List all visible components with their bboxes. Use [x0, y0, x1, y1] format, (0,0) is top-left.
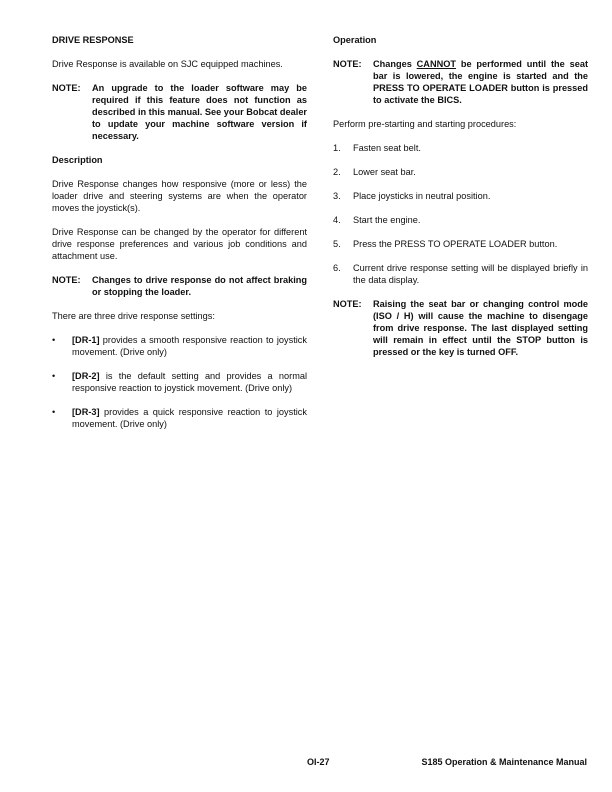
step-text: Current drive response setting will be displayed briefly in the data display.: [353, 263, 588, 285]
bullet-item: [52, 406, 307, 430]
setting-text: provides a quick responsive reaction to joystick movement. (Drive only): [72, 407, 307, 429]
left-column: [52, 34, 307, 442]
note-label: NOTE:: [52, 83, 81, 93]
settings-intro: There are three drive response settings:: [52, 311, 215, 321]
step-text: Fasten seat belt.: [353, 143, 421, 153]
manual-title: S185 Operation & Maintenance Manual: [421, 757, 587, 767]
description-heading: Description: [52, 155, 103, 165]
description-paragraph: Drive Response changes how responsive (more or less) the loader drive and steering systems are when the operator moves the joystick(s).: [52, 179, 307, 213]
note-emphasis: CANNOT: [416, 59, 456, 69]
step-text: Place joysticks in neutral position.: [353, 191, 491, 201]
note-label: NOTE:: [333, 59, 362, 69]
right-column: [333, 34, 588, 370]
note-text: be performed until the seat bar is lowered, the engine is started and the PRESS TO OPERATE LOADER button is pressed to activate the BICS.: [373, 59, 588, 105]
step-text: Start the engine.: [353, 215, 421, 225]
operation-heading: Operation: [333, 35, 377, 45]
setting-code: [DR-2]: [72, 371, 100, 381]
note-text: Changes: [373, 59, 417, 69]
step-number: 2.: [333, 167, 341, 177]
description-paragraph: Drive Response can be changed by the operator for different drive response preferences and various job conditions and attachment use.: [52, 227, 307, 261]
setting-code: [DR-1]: [72, 335, 100, 345]
section-title: DRIVE RESPONSE: [52, 35, 134, 45]
note-cannot-change: [333, 58, 588, 106]
step-item: [333, 214, 588, 226]
step-text: Lower seat bar.: [353, 167, 416, 177]
note-label: NOTE:: [52, 275, 81, 285]
note-software-upgrade: [52, 82, 307, 142]
procedure-intro: Perform pre-starting and starting procedures:: [333, 119, 517, 129]
step-number: 6.: [333, 263, 341, 273]
step-number: 1.: [333, 143, 341, 153]
step-text: Press the PRESS TO OPERATE LOADER button.: [353, 239, 558, 249]
setting-code: [DR-3]: [72, 407, 100, 417]
bullet-item: [52, 370, 307, 394]
setting-text: is the default setting and provides a normal responsive reaction to joystick movement. (Drive only): [72, 371, 307, 393]
step-item: [333, 238, 588, 250]
setting-text: provides a smooth responsive reaction to joystick movement. (Drive only): [72, 335, 307, 357]
step-item: [333, 262, 588, 286]
step-number: 4.: [333, 215, 341, 225]
step-item: [333, 190, 588, 202]
note-disengage: [333, 298, 588, 358]
step-item: [333, 142, 588, 154]
note-label: NOTE:: [333, 299, 362, 309]
bullet-mark: •: [52, 407, 56, 417]
note-braking: [52, 274, 307, 298]
intro-paragraph: Drive Response is available on SJC equipped machines.: [52, 59, 283, 69]
note-text: Changes to drive response do not affect braking or stopping the loader.: [92, 275, 307, 297]
step-number: 3.: [333, 191, 341, 201]
page-number: OI-27: [307, 757, 330, 767]
note-text: Raising the seat bar or changing control mode (ISO / H) will cause the machine to disengage from drive response. The last displayed setting will remain in effect until the STOP button is pressed or the key is turned OFF.: [373, 299, 588, 357]
bullet-mark: •: [52, 371, 56, 381]
bullet-mark: •: [52, 335, 56, 345]
step-item: [333, 166, 588, 178]
bullet-item: [52, 334, 307, 358]
step-number: 5.: [333, 239, 341, 249]
note-text: An upgrade to the loader software may be required if this feature does not function as described in this manual. See your Bobcat dealer to update your machine software version if necessary.: [92, 83, 307, 141]
